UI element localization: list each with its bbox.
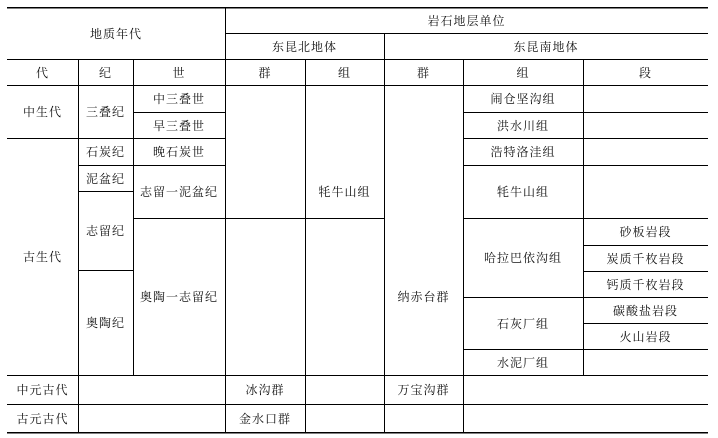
south-formation-cell: 闹仓坚沟组 <box>490 92 556 106</box>
north-group-cell: 金水口群 <box>238 411 291 426</box>
south-formation-cell: 洪水川组 <box>496 118 549 133</box>
col-header-south-member: 段 <box>638 65 652 80</box>
era-cell: 中生代 <box>22 105 62 119</box>
south-member-cell: 碳酸盐岩段 <box>612 303 678 318</box>
col-header-period: 纪 <box>98 65 112 80</box>
north-formation-cell: 牦牛山组 <box>318 185 371 199</box>
col-header-epoch: 世 <box>172 65 186 80</box>
south-member-cell: 火山岩段 <box>619 329 672 344</box>
era-cell: 古生代 <box>22 250 62 264</box>
period-cell: 泥盆纪 <box>85 171 125 186</box>
header-north-block: 东昆北地体 <box>271 39 337 54</box>
epoch-cell: 早三叠世 <box>152 118 205 133</box>
south-member-cell: 钙质千枚岩段 <box>606 277 685 292</box>
south-member-cell: 炭质千枚岩段 <box>606 251 685 266</box>
south-formation-cell: 浩特洛洼组 <box>490 145 556 159</box>
col-header-north-formation: 组 <box>337 65 351 80</box>
north-group-cell: 冰沟群 <box>245 383 285 397</box>
period-cell: 三叠纪 <box>85 105 125 119</box>
period-cell: 奥陶纪 <box>85 316 125 330</box>
epoch-cell: 中三叠世 <box>152 92 205 106</box>
header-geologic-time: 地质年代 <box>89 26 142 41</box>
era-cell: 古元古代 <box>16 411 69 426</box>
south-group-cell: 纳赤台群 <box>397 290 450 304</box>
epoch-cell: 志留一泥盆纪 <box>139 185 218 199</box>
south-formation-cell: 牦牛山组 <box>496 185 549 199</box>
south-formation-cell: 石灰厂组 <box>496 316 549 331</box>
col-header-south-group: 群 <box>416 65 430 80</box>
col-header-north-group: 群 <box>258 65 272 80</box>
header-lithostratigraphic-unit: 岩石地层单位 <box>427 13 506 28</box>
header-south-block: 东昆南地体 <box>513 39 579 54</box>
col-header-era: 代 <box>35 65 49 80</box>
south-formation-cell: 水泥厂组 <box>496 355 549 370</box>
south-member-cell: 砂板岩段 <box>619 225 672 239</box>
epoch-cell: 晚石炭世 <box>152 145 205 159</box>
col-header-south-formation: 组 <box>516 65 530 80</box>
era-cell: 中元古代 <box>16 383 69 397</box>
period-cell: 志留纪 <box>85 224 125 238</box>
period-cell: 石炭纪 <box>85 145 125 159</box>
epoch-cell: 奥陶一志留纪 <box>139 290 218 304</box>
south-formation-cell: 哈拉巴依沟组 <box>483 251 562 265</box>
south-group-cell: 万宝沟群 <box>397 383 450 397</box>
